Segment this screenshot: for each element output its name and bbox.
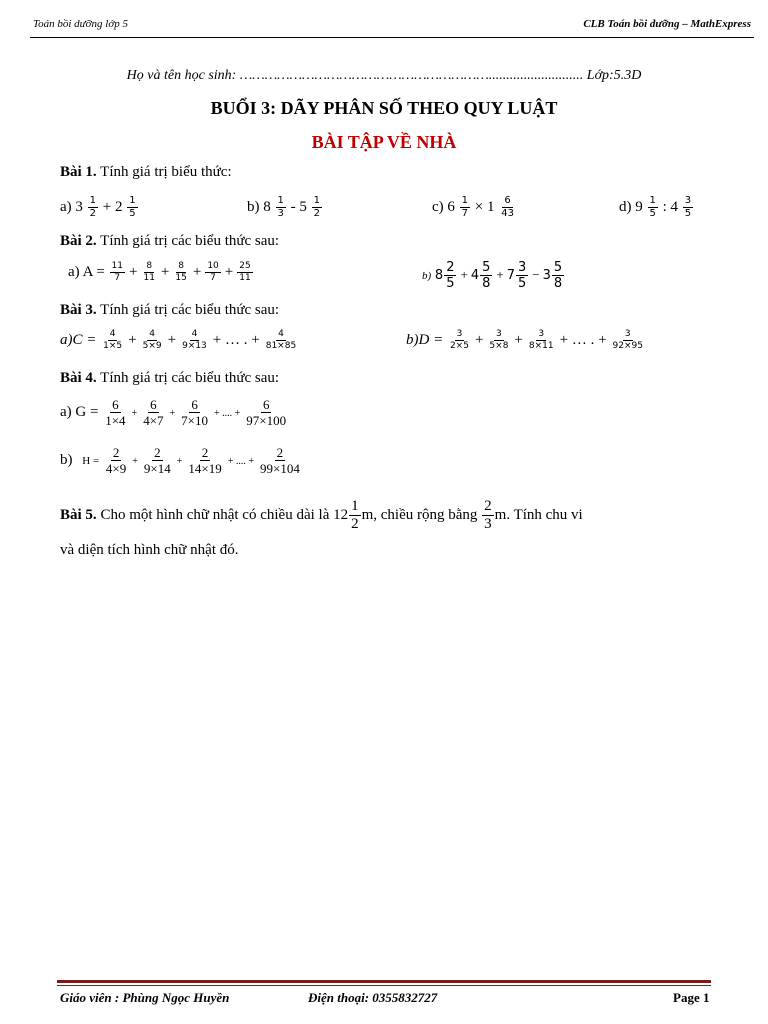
footer-rule-thick [57, 980, 711, 983]
operator: + [176, 455, 183, 467]
fraction: $\frac{3}{5}$ [518, 260, 527, 291]
bai1-a [60, 196, 139, 219]
bai4-a [60, 398, 289, 427]
footer-rule-thin [57, 985, 711, 986]
operator: + [496, 266, 504, 282]
bai1-c-op: × 1 [474, 198, 495, 215]
bai1-text: Tính giá trị biểu thức: [100, 164, 232, 180]
bai5-label: Bài 5. [60, 506, 97, 523]
fraction: $\frac{2}{14\times 19}$ [188, 445, 222, 476]
operator: + … . + [559, 331, 607, 348]
fraction: $\frac{3}{92\times 95}$ [612, 329, 643, 351]
operator: + .... + [227, 455, 254, 467]
whole-part: 8 [434, 267, 444, 283]
header-left: Toán bồi dưỡng lớp 5 [33, 18, 128, 30]
fraction: $\frac{25}{11}$ [239, 261, 251, 283]
operator: + [160, 263, 170, 280]
footer-phone: Điện thoại: 0355832727 [308, 990, 438, 1005]
bai5-line2: và diện tích hình chữ nhật đó. [60, 542, 239, 558]
bai1-b-op: - 5 [290, 198, 307, 215]
bai5-text1: Cho một hình chữ nhật có chiều dài là 12 [100, 506, 349, 523]
fraction: $\frac{2}{4\times 9}$ [105, 445, 127, 476]
fraction: $\frac{1}{2}$ [313, 195, 320, 219]
operator: + [460, 266, 468, 282]
fraction: $\frac{3}{5}$ [684, 195, 692, 219]
bai3-heading [60, 302, 279, 319]
fraction: $\frac{4}{1\times 5}$ [103, 329, 123, 351]
bai1-b [247, 196, 323, 219]
bai2-b [422, 261, 565, 290]
operator: + .... + [214, 407, 241, 419]
fraction: $\frac{4}{5\times 9}$ [142, 329, 162, 351]
fraction: $\frac{5}{8}$ [482, 260, 491, 291]
fraction: $\frac{1}{2}$ [351, 498, 359, 532]
operator: + [224, 263, 234, 280]
fraction: $\frac{5}{8}$ [553, 260, 563, 291]
whole-part: 7 [506, 267, 516, 283]
bai3-a-label: a)C = [60, 331, 97, 348]
bai5-line1 [60, 499, 583, 532]
fraction: $\frac{1}{7}$ [461, 195, 469, 219]
operator: + [132, 455, 138, 467]
page-subtitle: BÀI TẬP VỀ NHÀ [311, 132, 457, 152]
fraction: $\frac{4}{9\times 13}$ [182, 329, 207, 351]
bai2-b-label: b) [422, 269, 432, 282]
bai3-text: Tính giá trị các biểu thức sau: [100, 302, 280, 318]
bai1-c-label: c) 6 [432, 198, 455, 215]
fraction: $\frac{2}{3}$ [484, 498, 492, 532]
footer-teacher: Giáo viên : Phùng Ngọc Huyền [60, 990, 230, 1005]
fraction: $\frac{1}{3}$ [277, 195, 284, 219]
bai4-text: Tính giá trị các biểu thức sau: [100, 370, 280, 386]
fraction: $\frac{1}{5}$ [649, 195, 656, 219]
fraction: $\frac{8}{11}$ [143, 261, 155, 283]
operator: + … . + [212, 331, 260, 348]
fraction: $\frac{2}{9\times 14}$ [143, 445, 171, 476]
whole-part: 3 [542, 267, 551, 283]
bai4-b [60, 446, 303, 475]
bai3-a [60, 330, 299, 351]
bai4-label: Bài 4. [60, 370, 97, 386]
fraction: $\frac{10}{7}$ [207, 261, 219, 283]
fraction: $\frac{6}{4\times 7}$ [143, 397, 164, 428]
bai2-label: Bài 2. [60, 233, 97, 249]
bai1-d-op: : 4 [662, 198, 679, 215]
bai5-text3: m. Tính chu vi [494, 506, 583, 523]
bai2-heading [60, 233, 279, 250]
fraction: $\frac{2}{99\times 104}$ [260, 445, 300, 476]
fraction: $\frac{11}{7}$ [111, 261, 123, 283]
header-right: CLB Toán bồi dưỡng – MathExpress [583, 18, 751, 30]
operator: + [129, 263, 138, 280]
bai1-b-label: b) 8 [247, 198, 271, 215]
fraction: $\frac{6}{43}$ [501, 195, 514, 219]
operator: + [514, 331, 523, 348]
bai1-heading [60, 164, 232, 181]
whole-part: 4 [470, 267, 480, 283]
fraction: $\frac{3}{2\times 5}$ [449, 329, 469, 351]
page-title: BUỔI 3: DÃY PHÂN SỐ THEO QUY LUẬT [210, 98, 558, 118]
footer-page: Page 1 [673, 990, 710, 1005]
fraction: $\frac{6}{7\times 10}$ [181, 397, 209, 428]
bai2-text: Tính giá trị các biểu thức sau: [100, 233, 280, 249]
fraction: $\frac{1}{2}$ [89, 195, 97, 219]
bai1-label: Bài 1. [60, 164, 97, 180]
fraction: $\frac{3}{8\times 11}$ [528, 329, 554, 351]
operator: + [167, 331, 177, 348]
fraction: $\frac{3}{5\times 8}$ [489, 329, 509, 351]
fraction: $\frac{1}{5}$ [129, 195, 136, 219]
operator: + [169, 407, 176, 419]
fraction: $\frac{6}{1\times 4}$ [105, 397, 126, 428]
bai4-b-var: H = [82, 454, 100, 467]
fraction: $\frac{2}{5}$ [446, 260, 455, 291]
bai4-a-label: a) G = [60, 403, 99, 420]
bai4-b-label: b) [60, 451, 73, 468]
bai1-a-op: + 2 [102, 198, 123, 215]
student-line: Họ và tên học sinh: ……………………………………………………........................... Lớp:5.3D [126, 68, 642, 83]
operator: − [532, 266, 540, 282]
operator: + [131, 407, 138, 419]
bai1-d [619, 196, 694, 219]
fraction: $\frac{8}{15}$ [175, 261, 187, 283]
bai1-a-label: a) 3 [60, 198, 83, 215]
bai2-a [68, 262, 254, 283]
fraction: $\frac{4}{81\times 85}$ [265, 329, 297, 351]
bai3-b-label: b)D = [406, 331, 444, 348]
bai4-heading [60, 370, 279, 387]
bai3-b [406, 330, 646, 351]
fraction: $\frac{6}{97\times 100}$ [246, 397, 287, 428]
bai3-label: Bài 3. [60, 302, 97, 318]
bai1-c [432, 196, 517, 219]
bai1-d-label: d) 9 [619, 198, 643, 215]
header-rule [30, 37, 754, 38]
operator: + [192, 263, 202, 280]
bai5-text2: m, chiều rộng bằng [361, 506, 478, 523]
operator: + [474, 331, 484, 348]
operator: + [128, 331, 137, 348]
bai2-a-label: a) A = [68, 263, 105, 280]
